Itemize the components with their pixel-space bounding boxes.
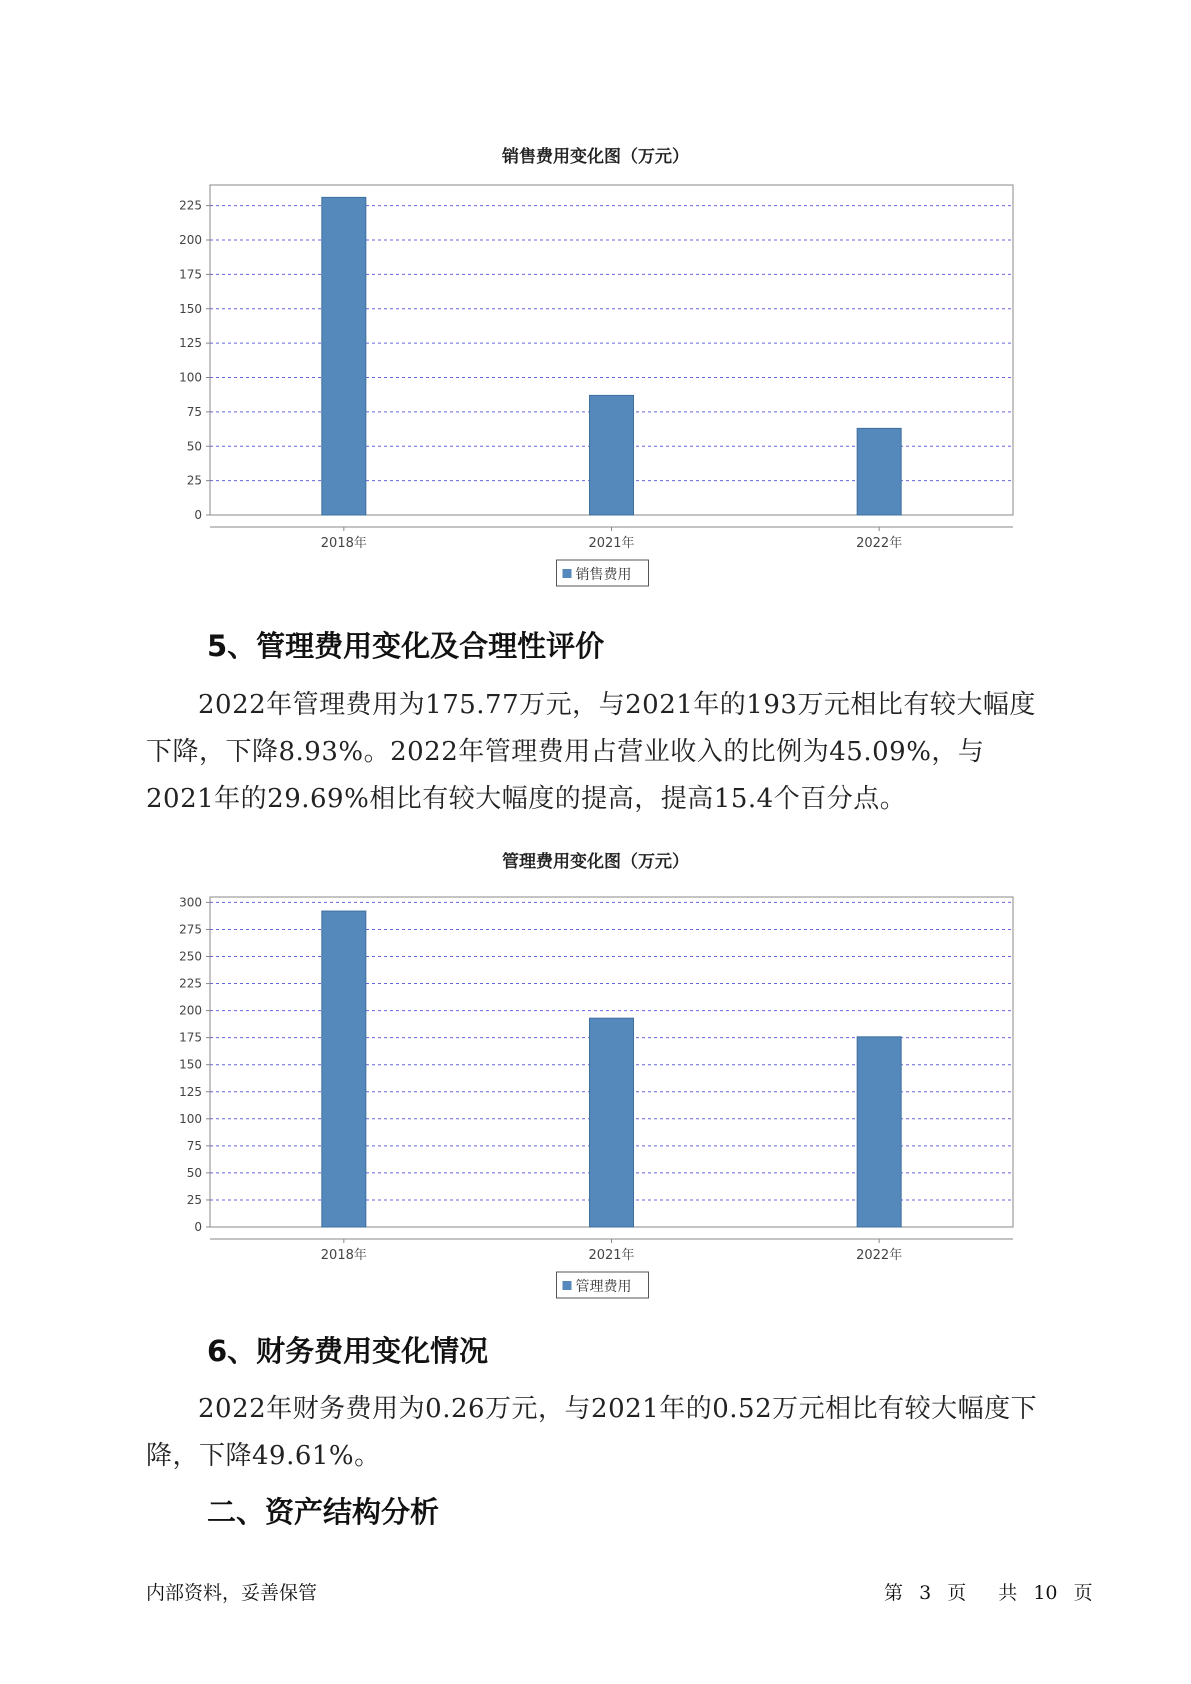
legend [557, 560, 649, 586]
x-tick-label: 2022年 [856, 536, 903, 551]
legend-label: 管理费用 [575, 1279, 632, 1295]
y-tick-label: 175 [179, 1030, 202, 1045]
sales-expense-chart [0, 170, 1191, 630]
x-tick-label: 2018年 [320, 536, 367, 551]
section-two-heading: 二、资产结构分析 [207, 1495, 440, 1529]
legend-swatch [563, 1281, 572, 1290]
bar [590, 395, 634, 515]
x-tick-label: 2018年 [320, 1248, 367, 1263]
y-tick-label: 50 [186, 1165, 202, 1180]
y-tick-label: 225 [179, 198, 202, 213]
y-tick-label: 75 [186, 1138, 202, 1153]
y-tick-label: 150 [179, 301, 202, 316]
section-6-paragraph: 2022年财务费用为0.26万元，与2021年的0.52万元相比有较大幅度下降，下降49.61%。 [146, 1394, 1038, 1471]
legend [557, 1272, 649, 1298]
y-tick-label: 0 [194, 508, 202, 522]
y-tick-label: 200 [179, 233, 202, 247]
section-6-heading: 6、财务费用变化情况 [207, 1334, 489, 1368]
y-tick-label: 200 [179, 1003, 202, 1018]
legend-label: 销售费用 [575, 567, 632, 583]
legend-swatch [563, 569, 572, 578]
y-tick-label: 125 [179, 1084, 202, 1099]
chart-title-sales: 销售费用变化图（万元） [502, 147, 689, 167]
bar [590, 1018, 634, 1227]
page-total: 10 [1033, 1582, 1058, 1604]
y-tick-label: 225 [179, 976, 202, 991]
y-tick-label: 100 [179, 1111, 202, 1126]
y-tick-label: 75 [186, 404, 202, 419]
x-tick-label: 2021年 [588, 536, 635, 551]
y-tick-label: 100 [179, 370, 202, 385]
bar [322, 197, 366, 515]
page-current: 3 [919, 1582, 932, 1604]
page-total-prefix: 共 [998, 1582, 1018, 1604]
page-mid: 页 [947, 1582, 967, 1604]
y-tick-label: 50 [186, 439, 202, 454]
y-tick-label: 275 [179, 922, 202, 937]
page-prefix: 第 [884, 1582, 904, 1604]
bar [322, 911, 366, 1227]
section-5-paragraph: 2022年管理费用为175.77万元，与2021年的193万元相比有较大幅度下降，下降8.93%。2022年管理费用占营业收入的比例为45.09%，与2021年的29.69%相比有较大幅度的提高，提高15.4个百分点。 [146, 690, 1036, 814]
bar [857, 1037, 901, 1227]
admin-expense-chart [0, 875, 1191, 1335]
y-tick-label: 250 [179, 949, 202, 964]
footer-page-number [884, 1578, 1093, 1605]
y-tick-label: 0 [194, 1220, 202, 1234]
bar [857, 428, 901, 515]
y-tick-label: 25 [186, 1192, 202, 1207]
footer-confidential: 内部资料，妥善保管 [146, 1582, 318, 1604]
y-tick-label: 25 [186, 473, 202, 488]
y-tick-label: 125 [179, 336, 202, 351]
x-tick-label: 2022年 [856, 1248, 903, 1263]
y-tick-label: 300 [179, 895, 202, 910]
page-suffix: 页 [1073, 1582, 1093, 1604]
y-tick-label: 175 [179, 267, 202, 282]
y-tick-label: 150 [179, 1057, 202, 1072]
chart-title-admin: 管理费用变化图（万元） [502, 852, 689, 872]
section-5-heading: 5、管理费用变化及合理性评价 [207, 629, 605, 663]
x-tick-label: 2021年 [588, 1248, 635, 1263]
